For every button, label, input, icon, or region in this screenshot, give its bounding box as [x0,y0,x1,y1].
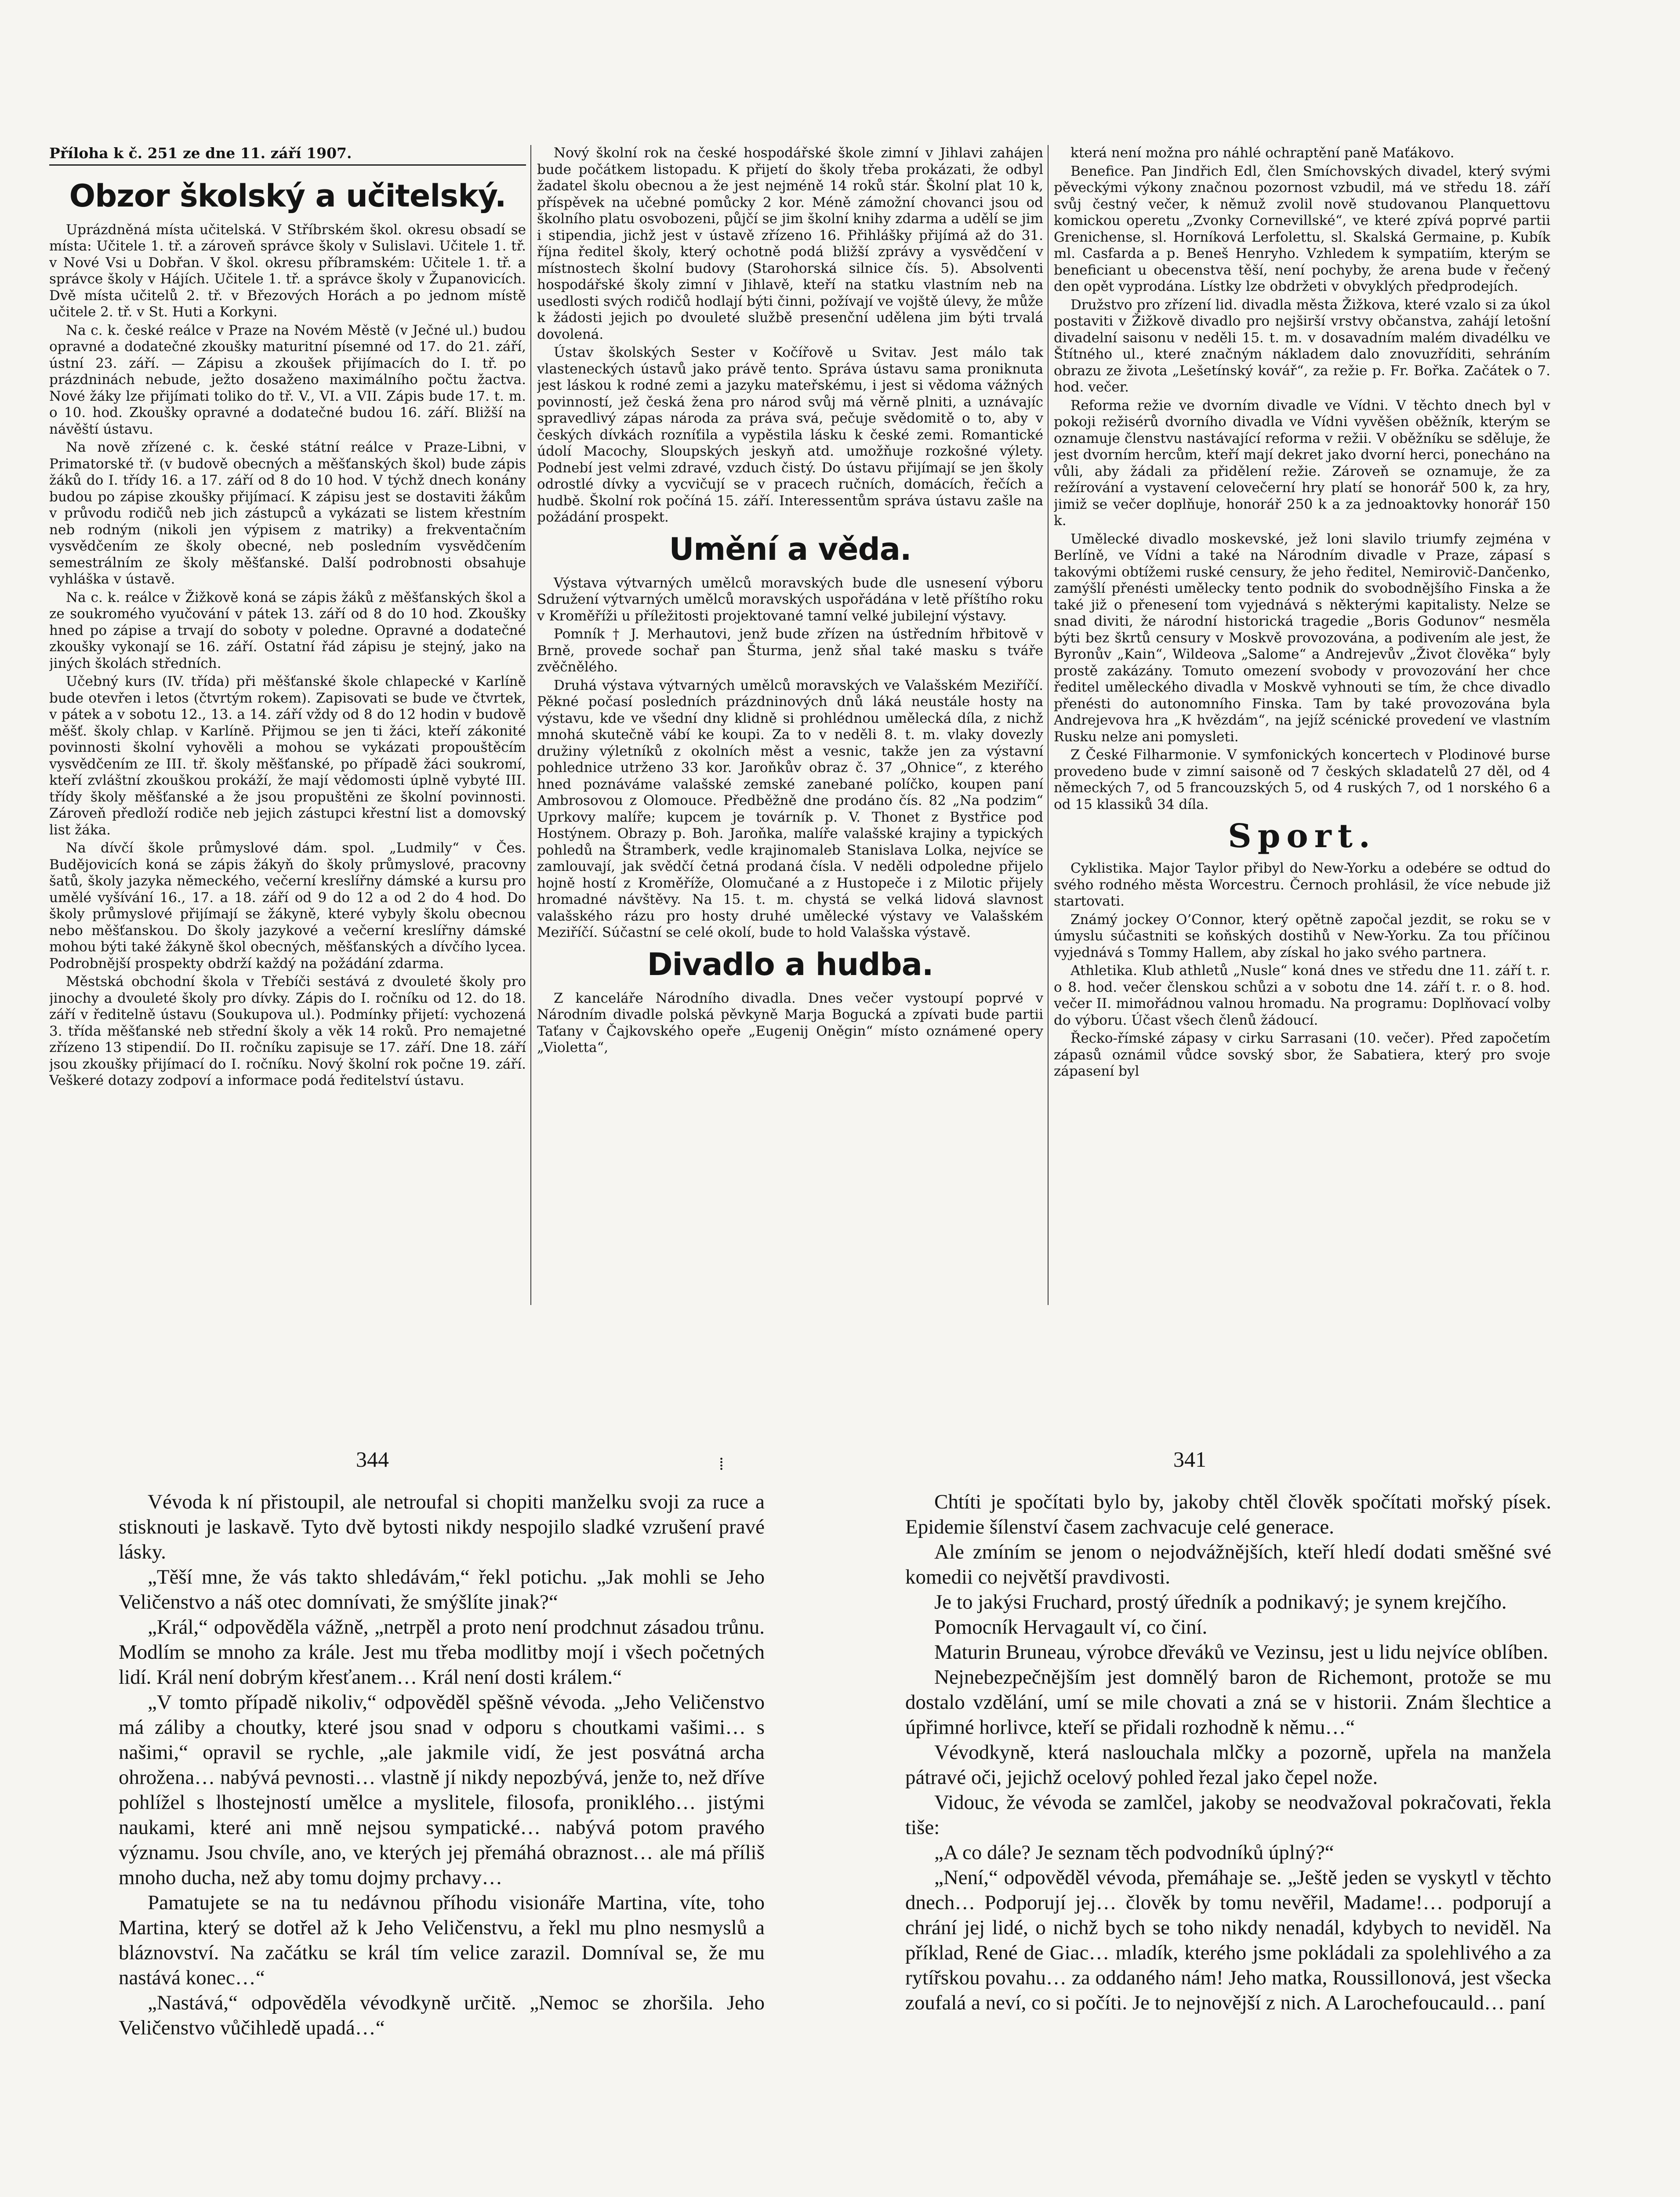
section-title-art: Umění a věda. [669,531,911,567]
article: Reforma režie ve dvorním divadle ve Vídni. V těchto dnech byl v pokoji režisérů dvorního divadla ve Vídni vyvěšen oběžník, kterým se oznamuje členstvu nastávající reforma v režii. V oběžníku se sděluje, že jest dvorním hercům, kteří mají dekret jako dvorní herci, ponecháno na vůli, aby žádali za přidělení režie. Zároveň se oznamuje, že za režírování a vystavení celovečerní hry platí se honorář 500 k, za hry, jimiž se večer doplňuje, honorář 250 k a za jednoaktovky honorář 150 k. [1054,397,1550,529]
book-paragraph: „Není,“ odpověděl vévoda, přemáhaje se. „Ještě jeden se vyskytl v těchto dnech… Podporují jej… člověk by tomu nevěřil, Madame!… podporují a chrání jej lidé, o nichž bych se toho nikdy nenadál, kdybych to neviděl. Na příklad, René de Giac… mladík, kterého jsme pokládali za spolehlivého a za rytířskou povahu… za oddaného nám! Jeho matka, Roussillonová, jest všecka zoufalá a neví, co si počíti. Je to nejnovější z nich. A Larochefoucauld… paní [905,1866,1551,2014]
article: Na c. k. reálce v Žižkově koná se zápis žáků z měšťanských škol a ze soukromého vyučování v pátek 13. září od 8 do 10 hod. Zkoušky hned po zápise a trvají do soboty v poledne. Opravné a dodatečné zkoušky vykonají se 16. září. Ostatní řád zápisu je stejný, jako na jiných školách středních. [49,589,526,671]
book-paragraph: Vévoda k ní přistoupil, ale netroufal si chopiti manželku svoji za ruce a stisknouti je laskavě. Tyto dvě bytosti nikdy nespojilo sladké vzrušení pravé lásky. [119,1490,765,1563]
article: Benefice. Pan Jindřich Edl, člen Smíchovských divadel, který svými pěveckými výkony značnou pozornost vzbudil, má ve středu 18. září svůj čestný večer, k němuž zvolil nově studovanou Planquettovu komickou operetu „Zvonky Cornevillské“, ve které zpívá poprvé partii Grenichense, sl. Horníková Lerfolettu, sl. Skalská Germaine, p. Kubík ml. Casfarda a p. Beneš Henryho. Vzhledem k sympatiím, kterým se beneficiant u obecenstva těší, není pochyby, že arena bude v řečený den opět vyprodána. Lístky lze obdržeti v obvyklých předprodejích. [1054,163,1550,294]
article: Uprázdněná místa učitelská. V Stříbrském škol. okresu obsadí se místa: Učitele 1. tř. a zároveň správce školy v Sulislavi. Učitele 1. tř. v Nové Vsi u Dobřan. V škol. okresu příbramském: Učitele 1. tř. a správce školy v Hájích. Učitele 1. tř. a správce školy v Županovicích. Dvě místa učitelů 2. tř. v Březových Horách a po jednom místě učitele 2. tř. v St. Huti a Korkyni. [49,221,526,320]
article: Z kanceláře Národního divadla. Dnes večer vystoupí poprvé v Národním divadle polská pěvkyně Marja Bogucká a zpívati bude partii Taťany v Čajkovského opeře „Eugenij Oněgin“ místo oznámené opery „Violetta“, [537,990,1043,1055]
book-page-right [905,1490,1551,2197]
book-paragraph: Je to jakýsi Fruchard, prostý úředník a podnikavý; je synem krejčího. [934,1591,1507,1613]
book-paragraph: Ale zmíním se jenom o nejodvážnějších, kteří hledí dodati směšné své komedii co největší pravdivosti. [905,1541,1551,1588]
article: Družstvo pro zřízení lid. divadla města Žižkova, které vzalo si za úkol postaviti v Žižkově divadlo pro nejširší vrstvy občanstva, zahájí letošní divadelní saisonu v neděli 15. t. m. v dosavadním malém divadélku ve Štítného ul., které značným nákladem dalo znovuzříditi, sehráním obrazu ze života „Lešetínský kovář“, za režie p. Fr. Bořka. Začátek o 7. hod. večer. [1054,297,1550,395]
supplement-header: Příloha k č. 251 ze dne 11. září 1907. [49,145,526,166]
book-paragraph: Chtíti je spočítati bylo by, jakoby chtěl člověk spočítati mořský písek. Epidemie šílenství časem zachvacuje celé generace. [905,1490,1551,1538]
article: Athletika. Klub athletů „Nusle“ koná dnes ve středu dne 11. září t. r. o 8. hod. večer členskou schůzi a v sobotu dne 14. září t. r. o 8. hod. večer II. mimořádnou valnou hromadu. Na programu: Doplňovací volby do výboru. Účast všech členů žádoucí. [1054,963,1550,1028]
article: Učebný kurs (IV. třída) při měšťanské škole chlapecké v Karlíně bude otevřen i letos (čtvrtým rokem). Zapisovati se bude ve čtvrtek, v pátek a v sobotu 12., 13. a 14. září vždy od 8 do 12 hodin v budově měšť. školy chlap. v Karlíně. Přijmou se jen ti žáci, kteří zákonité povinnosti školní vyhověli a mohou se vykázati propouštěcím vysvědčením ze III. tř. školy měšťanské, po případě žáci soukromí, kteří zvláštní zkouškou prokáží, že mají vědomosti úplně vybyté III. třídy školy měšťanské a že jsou propuštěni ze školní povinnosti. Zároveň předloží rodiče neb jejich zástupci křestní list a domovský list žáka. [49,674,526,838]
column-rule [1048,145,1049,1305]
book-paragraph: Pamatujete se na tu nedávnou příhodu visionáře Martina, víte, toho Martina, který se dotřel až k Jeho Veličenstvu, a řekl mu plno nesmyslů a bláznovství. Na začátku se král tím velice zarazil. Domníval se, že mu nastává konec…“ [119,1891,765,1989]
section-title-theatre: Divadlo a hudba. [647,946,933,982]
book-paragraph: Nejnebezpečnějším jest domnělý baron de Richemont, protože se mu dostalo vzdělání, umí se mile chovati a zná se v historii. Znám šlechtice a úpřimné horlivce, kteří se přidali rozhodně k němu…“ [905,1666,1551,1739]
newspaper-column-1 [49,145,526,1305]
book-page-number-right: 341 [1173,1447,1206,1472]
article: Městská obchodní škola v Třebíči sestává z dvouleté školy pro jinochy a dvouleté školy pro dívky. Zápis do I. ročníku od 12. do 18. září v ředitelně ústavu (Soukupova ul.). Podmínky přijetí: vychozená 3. třída měšťanské neb střední školy a věk 14 roků. Pro nemajetné zřízeno 13 stipendií. Do II. ročníku zapisuje se 17. září. Dne 18. září jsou zkoušky přijímací do I. ročníku. Nový školní rok počne 19. září. Veškeré dotazy zodpoví a informace podá ředitelství ústavu. [49,974,526,1088]
article: Z České Filharmonie. V symfonických koncertech v Plodinové burse provedeno bude v zimní saisoně od 7 českých skladatelů 27 děl, od 4 německých 7, od 5 francouzských 5, od 4 ruských 7, od 1 norského 6 a od 15 klassiků 34 díla. [1054,747,1550,812]
article: Pomník † J. Merhautovi, jenž bude zřízen na ústředním hřbitově v Brně, provede sochař pan Šturma, jenž sňal také masku s tváře zvěčnělého. [537,626,1043,675]
cut-mark: ⁞ [719,1454,724,1474]
book-page-number-left: 344 [356,1447,389,1472]
book-paragraph: „Těší mne, že vás takto shledávám,“ řekl potichu. „Jak mohli se Jeho Veličenstvo a náš otec domnívati, že smýšlíte jinak?“ [119,1566,765,1613]
book-paragraph: „V tomto případě nikoliv,“ odpověděl spěšně vévoda. „Jeho Veličenstvo má záliby a choutky, které jsou snad v odporu s choutkami vašimi… s našimi,“ opravil se rychle, „ale jakmile vidí, že jest posvátná archa ohrožena… nabývá pevnosti… vlastně jí nikdy nepozbývá, jenže to, než dříve pohlížel s lhostejností umělce a myslitele, filosofa, proniklého… jistými naukami, které ani mně nejsou sympatické… nabývá potom pravého významu. Jsou chvíle, ano, ve kterých jej přemáhá obraznost… ale má příliš mnoho ducha, než aby tomu dojmy prchavy… [119,1691,765,1889]
newspaper-column-2 [537,145,1043,1305]
article: Nový školní rok na české hospodářské škole zimní v Jihlavi zahájen bude počátkem listopadu. K přijetí do školy třeba prokázati, že odbyl žadatel školu obecnou a že jest nejméně 14 roků stár. Školní plat 10 k, příspěvek na učebné pomůcky 2 kor. Méně zámožní chovanci jsou od školního platu osvobozeni, půjčí se jim školní knihy zdarma a udělí se jim i stipendia, jichž jest v ústavě zřízeno 16. Přihlášky přijímá až do 31. října ředitel školy, který ochotně podá bližší zprávy a vysvědčení v místnostech školní budovy (Starohorská silnice čís. 5). Absolventi hospodářské školy zimní v Jihlavě, kteří na statku vlastním neb na usedlosti svých rodičů hodlají býti činni, požívají ve vojště úlevy, že může k žádosti jejich po dvouleté službě presenční udělena jim býti trvalá dovolená. [537,145,1043,342]
book-paragraph: Vidouc, že vévoda se zamlčel, jakoby se neodvažoval pokračovati, řekla tiše: [905,1791,1551,1839]
column-rule [530,145,531,1305]
article: Řecko-římské zápasy v cirku Sarrasani (10. večer). Před započetím zápasů oznámil vůdce sovský sbor, že Sabatiera, který pro svoje zápasení byl [1054,1030,1550,1079]
article: Známý jockey O’Connor, který opětně započal jezdit, se roku se v úmyslu súčastniti se koňských dostihů v New-Yorku. Za tou příčinou vyjednává s Tommy Hallem, aby získal ho jako svého partnera. [1054,911,1550,961]
article: Na c. k. české reálce v Praze na Novém Městě (v Ječné ul.) budou opravné a dodatečné zkoušky maturitní písemné od 17. do 21. září, ústní 23. září. — Zápisu a zkoušek přijímacích do I. tř. po prázdninách nebude, ježto dosaženo maximálního počtu žactva. Nové žáky lze přijímati toliko do tř. V., VI. a VII. Zápis bude 17. t. m. o 10. hod. Zkoušky opravné a dodatečné budou 16. září. Bližší na návěští ústavu. [49,322,526,437]
article: Umělecké divadlo moskevské, jež loni slavilo triumfy zejména v Berlíně, ve Vídni a také na Národním divadle v Praze, zápasí s takovými obtížemi ruské censury, že jeho ředitel, Nemirovič-Dančenko, zamýšlí přenésti umělecky tento podnik do svobodnějšího Finska a že také již o přenesení tom vyjednává s některými kapitalisty. Nelze se snad diviti, že národní historická tragedie „Boris Godunov“ nesměla býti bez škrtů censury v Moskvě provozována, a podivením ale jest, že Byronův „Kain“, Wildeova „Salome“ a Andrejevův „Život člověka“ byly prostě zakázány. Tomuto omezení svobody v provozování her chce ředitel uměleckého divadla v Moskvě vyhnouti se tím, že chce divadlo přenésti do autonomního Finska. Tam by také provozována byla Andrejevova hra „K hvězdám“, na jejíž scénické provedení ve vlastním Rusku nelze ani pomysleti. [1054,531,1550,745]
book-paragraph: „A co dále? Je seznam těch podvodníků úplný?“ [934,1841,1334,1864]
article: Na nově zřízené c. k. české státní reálce v Praze-Libni, v Primatorské tř. (v budově obecných a měšťanských škol) bude zápis žáků do I. třídy 16. a 17. září od 8 do 10 hod. V týchž dnech konány budou po zápise zkoušky přijímací. K zápisu jest se dostaviti žákům v průvodu rodičů neb jich zástupců a vykázati se listem křestním neb rodným (nikoli jen výpisem z matriky) a frekventačním vysvědčením ze školy obecné, neb posledním vysvědčením semestrálním ze školy měšťanské. Další podrobnosti obsahuje vyhláška v ústavě. [49,439,526,587]
book-page-left [119,1490,765,2197]
book-paragraph: Maturin Bruneau, výrobce dřeváků ve Vezinsu, jest u lidu nejvíce oblíben. [934,1641,1549,1664]
newspaper-column-3 [1054,145,1550,1305]
book-paragraph: Pomocník Hervagault ví, co činí. [934,1616,1208,1639]
article: Druhá výstava výtvarných umělců moravských ve Valašském Meziříčí. Pěkné počasí posledních prázdninových dnů láká neustále hosty na výstavu, kde ve všední dny klidně si prohlédnou umělecká díla, z nichž mnohá skutečně vábí ke koupi. Za to v neděli 8. t. m. vlaky dovezly družiny výletníků z okolních měst a vesnic, takže jen za výstavní pohlednice utrženo 33 kor. Jaroňkův obraz č. 37 „Ohnice“, z kterého hned poznáváme valašské zemské zanebané políčko, koupen paní Ambrosovou z Olomouce. Předběžně dne prodáno čís. 82 „Na podzim“ Uprkovy malíře; kupcem je továrník p. V. Thonet z Bystřice pod Hostýnem. Obrazy p. Boh. Jaroňka, malíře valašské krajiny a typických pohledů na Štramberk, vedle krajinomaleb Stanislava Lolka, nejvíce se zamlouvají, jak svědčí četná prodaná čísla. V neděli odpoledne přijelo hojně hostí z Kroměříže, Olomučané a z Hustopeče i z Milotic přijely hromadné návštěvy. Na 15. t. m. chystá se velká lidová slavnost valašského rázu pro hosty druhé umělecké výstavy ve Valašském Meziříčí. Súčastní se celé okolí, bude to hold Valašska výstavě. [537,677,1043,940]
book-paragraph: Vévodkyně, která naslouchala mlčky a pozorně, upřela na manžela pátravé oči, jejichž ocelový pohled řezal jako čepel nože. [905,1741,1551,1789]
article: Výstava výtvarných umělců moravských bude dle usnesení výboru Sdružení výtvarných umělců moravských uspořádána v letě příštího roku v Kroměříži u příležitosti projektované tamní velké jubilejní výstavy. [537,575,1043,624]
article: která není možna pro náhlé ochraptění paně Maťákovo. [1070,145,1455,161]
article: Ústav školských Sester v Kočířově u Svitav. Jest málo tak vlasteneckých ústavů jako právě tento. Správa ústavu sama proniknuta jest láskou k rodné zemi a jazyku mateřskému, i jest si vědoma vážných povinností, jež česká žena pro národ svůj má věrně plniti, a uznávajíc spravedlivý zápas národa za práva svá, pečuje svědomitě o to, aby v českých dívkách rozníťila a vypěstila lásku k české zemi. Romantické údolí Macochy, Sloupských jeskyň atd. umožňuje rozkošné výlety. Podnebí jest velmi zdravé, vzduch čistý. Do ústavu přijímají se jen školy odrostlé dívky a vycvičují se v pracech ručních, domácích, řečích a hudbě. Školní rok počíná 15. září. Interessentům správa ústavu zašle na požádání prospekt. [537,344,1043,525]
section-title-school: Obzor školský a učitelský. [69,178,506,214]
article: Na dívčí škole průmyslové dám. spol. „Ludmily“ v Čes. Budějovicích koná se zápis žákyň do školy průmyslové, pracovny šatů, školy jazyka německého, večerní kreslířny dámské a kursu pro umělé vyšívání 16., 17. a 18. září od 9 do 12 a od 2 do 4 hod. Do školy průmyslové přijímají se žákyně, které vybyly školu obecnou nebo měšťanskou. Do školy jazykové a večerní kreslířny dámské mohou býti také žákyně škol obecných, měšťanských a dívčího lycea. Podrobnější prospekty obdrží každý na požádání zdarma. [49,840,526,972]
book-paragraph: „Král,“ odpověděla vážně, „netrpěl a proto není prodchnut zásadou trůnu. Modlím se mnoho za krále. Jest mu třeba modlitby mojí i všech početných lidí. Král není dobrým křesťanem… Král není dosti králem.“ [119,1616,765,1689]
article: Cyklistika. Major Taylor přibyl do New-Yorku a odebére se odtud do svého rodného města Worcestru. Černoch prohlásil, že více nebude již startovati. [1054,860,1550,909]
section-title-sport: Sport. [1228,817,1376,855]
book-paragraph: „Nastává,“ odpověděla vévodkyně určitě. „Nemoc se zhoršila. Jeho Veličenstvo vůčihledě upadá…“ [119,1991,765,2039]
